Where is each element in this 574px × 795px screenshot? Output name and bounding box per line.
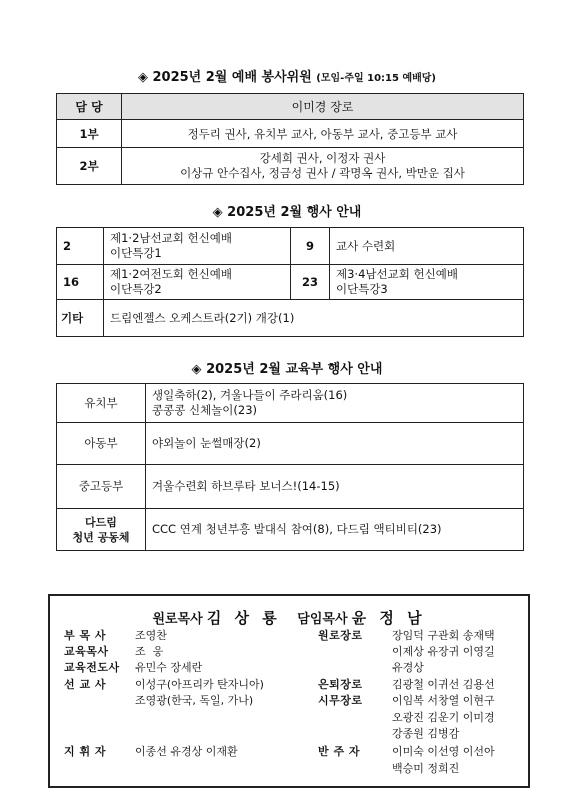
staff-role: 지 휘 자 <box>64 745 107 758</box>
staff-names: 조영광(한국, 독일, 가나) <box>135 694 254 707</box>
staff-names: 이종선 유경상 이재환 <box>135 745 238 758</box>
event-line: 이단특강3 <box>336 282 388 296</box>
service-volunteers: 정두리 권사, 유치부 교사, 아동부 교사, 중고등부 교사 <box>122 120 524 148</box>
staff-role: 부 목 사 <box>64 629 107 642</box>
dept-events: 야외놀이 눈썰매장(2) <box>146 423 524 465</box>
event-line: 이단특강2 <box>110 282 162 296</box>
staff-role: 교육전도사 <box>64 661 120 674</box>
service-label: 2부 <box>57 148 122 185</box>
table-row <box>57 265 524 300</box>
table-row <box>57 120 524 148</box>
staff-names: 이제상 유장귀 이영길 <box>392 645 495 658</box>
worship-volunteers-heading <box>0 66 574 85</box>
staff-names: 조영찬 <box>135 629 167 642</box>
staff-names: 유민수 장세란 <box>135 661 203 674</box>
table-row <box>57 148 524 185</box>
volunteer-line: 강세희 권사, 이정자 권사 <box>259 151 386 165</box>
event-date: 23 <box>291 265 330 300</box>
dept-events: CCC 연계 청년부흥 발대식 참여(8), 다드림 액티비티(23) <box>146 509 524 551</box>
event-desc <box>104 228 291 265</box>
service-label: 1부 <box>57 120 122 148</box>
table-header-row <box>57 94 524 120</box>
dept-label-line: 다드림 <box>85 515 117 529</box>
dept-event-line: 콩콩콩 신체놀이(23) <box>152 403 258 417</box>
dept-label: 유치부 <box>57 384 146 423</box>
table-row <box>57 384 524 423</box>
heading-text: ◈ 2025년 2월 예배 봉사위원 <box>137 70 312 85</box>
education-heading: ◈ 2025년 2월 교육부 행사 안내 <box>191 362 383 377</box>
senior-name: 윤 정 남 <box>351 609 426 627</box>
staff-names: 김광철 이귀선 김용선 <box>392 678 495 691</box>
staff-role: 교육목사 <box>64 645 109 658</box>
dept-label-line: 청년 공동체 <box>72 530 130 544</box>
staff-role: 시무장로 <box>318 694 363 707</box>
etc-value: 드림엔젤스 오케스트라(2기) 개강(1) <box>104 300 524 337</box>
staff-role: 은퇴장로 <box>318 678 363 691</box>
event-line: 제1·2여전도회 헌신예배 <box>110 267 232 281</box>
header-value: 이미경 장로 <box>122 94 524 120</box>
event-desc <box>330 228 524 265</box>
event-line: 제1·2남선교회 헌신예배 <box>110 231 232 245</box>
staff-role: 반 주 자 <box>318 745 361 758</box>
worship-volunteers-table <box>56 93 524 185</box>
staff-role: 원로장로 <box>318 629 363 642</box>
event-desc <box>330 265 524 300</box>
emeritus-role: 원로목사 <box>152 612 203 627</box>
table-row <box>57 509 524 551</box>
heading-note: (모임-주일 10:15 예배당) <box>316 73 437 84</box>
volunteer-line: 이상규 안수집사, 정금성 권사 / 곽명옥 권사, 박만운 집사 <box>180 166 465 180</box>
dept-label: 중고등부 <box>57 465 146 509</box>
service-volunteers <box>122 148 524 185</box>
staff-names: 백승미 정희진 <box>392 762 460 775</box>
staff-role: 선 교 사 <box>64 678 107 691</box>
event-date: 2 <box>57 228 104 265</box>
dept-events: 겨울수련회 하브루타 보너스!(14-15) <box>146 465 524 509</box>
staff-names: 조 웅 <box>135 645 164 658</box>
pastors-line <box>50 607 528 628</box>
events-heading: ◈ 2025년 2월 행사 안내 <box>212 205 362 220</box>
event-desc <box>104 265 291 300</box>
event-line: 이단특강1 <box>110 246 162 260</box>
staff-names: 유경상 <box>392 661 424 674</box>
event-line: 제3·4남선교회 헌신예배 <box>336 267 458 281</box>
dept-label <box>57 509 146 551</box>
staff-names: 장임덕 구관회 송재택 <box>392 629 495 642</box>
events-table <box>56 227 524 337</box>
staff-names: 이임복 서창열 이현구 <box>392 694 495 707</box>
table-row <box>57 228 524 265</box>
education-table <box>56 383 524 551</box>
dept-label: 아동부 <box>57 423 146 465</box>
dept-events <box>146 384 524 423</box>
church-staff-box <box>48 594 530 788</box>
senior-role: 담임목사 <box>297 612 348 627</box>
table-row <box>57 465 524 509</box>
table-row <box>57 423 524 465</box>
table-row <box>57 300 524 337</box>
staff-names: 강종원 김병감 <box>392 727 460 740</box>
etc-label: 기타 <box>57 300 104 337</box>
event-date: 9 <box>291 228 330 265</box>
emeritus-name: 김 상 룡 <box>206 609 281 627</box>
staff-names: 오광진 김운기 이미경 <box>392 711 495 724</box>
staff-names: 이성구(아프리카 탄자니아) <box>135 678 264 691</box>
dept-event-line: 생일축하(2), 겨울나들이 주라리움(16) <box>152 388 348 402</box>
event-line: 교사 수련회 <box>336 238 396 253</box>
event-date: 16 <box>57 265 104 300</box>
header-label: 담 당 <box>57 94 122 120</box>
staff-names: 이미숙 이선영 이선아 <box>392 745 495 758</box>
